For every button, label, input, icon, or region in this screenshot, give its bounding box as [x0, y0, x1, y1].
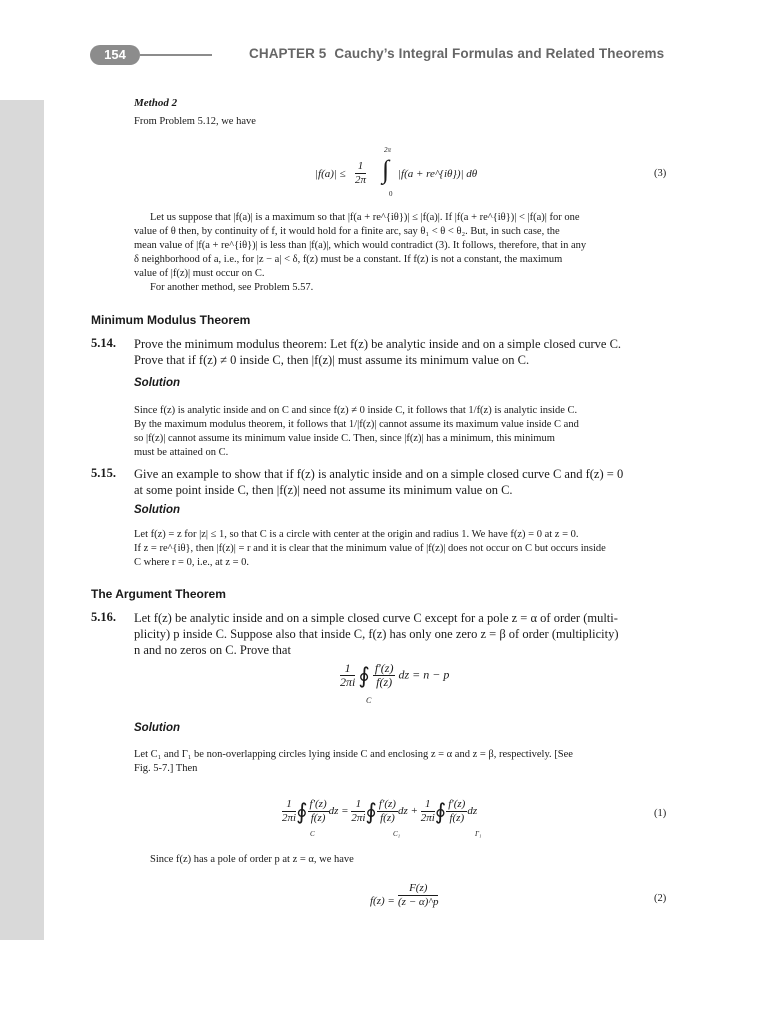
eq2-den: (z − α)^p [398, 896, 439, 908]
problem-5-16-number: 5.16. [91, 610, 116, 624]
problem-5-14-statement [134, 336, 668, 368]
arg-eq-frac-den: 2πi [340, 675, 356, 689]
eq1-contour-c: C [310, 830, 315, 838]
eq1-t3-frac-num: 1 [421, 798, 435, 812]
eq3-frac-den: 2π [355, 174, 367, 186]
eq1-contour-gamma1: Γ₁ [475, 830, 482, 838]
problem-5-16-line-1: Let f(z) be analytic inside and on a simple closed curve C except for a pole z = α of order (multi- [134, 611, 618, 625]
eq1-t1-oint: ∮ [296, 798, 308, 824]
eq1-t3-oint: ∮ [434, 798, 447, 824]
eq3-upper-limit: 2π [384, 146, 392, 154]
method2-para-line-2: value of θ then, by continuity of f, it would hold for a finite arc, say θ₁ < θ < θ₂. But, in such case, the [134, 226, 560, 237]
p516-sol-line-2: Fig. 5-7.] Then [134, 763, 198, 774]
argument-equation [340, 662, 449, 689]
eq1-t2-den: f(z) [380, 812, 395, 824]
page-number-badge: 154 [90, 45, 140, 65]
eq1-t3-frac-den: 2πi [420, 812, 435, 824]
eq1-t1-frac-den: 2πi [282, 812, 297, 824]
eq3-lhs: |f(a)| ≤ [315, 168, 346, 180]
p516-sol-line-1: Let C₁ and Γ₁ be non-overlapping circles lying inside C and enclosing z = α and z = β, respectively. [See [134, 749, 573, 760]
problem-5-16-line-2: plicity) p inside C. Suppose also that inside C, f(z) has only one zero z = β of order (multiplicity) [134, 627, 619, 641]
eq1-t2-num: f′(z) [378, 798, 396, 810]
problem-5-14-solution [134, 404, 668, 460]
p514-sol-line-3: so |f(z)| cannot assume its minimum value inside C. Then, since |f(z)| has a minimum, this minimum [134, 433, 555, 444]
p515-sol-line-3: C where r = 0, i.e., at z = 0. [134, 557, 250, 568]
problem-5-16-line-3: n and no zeros on C. Prove that [134, 643, 291, 657]
eq1-t3-den: f(z) [449, 812, 465, 824]
contour-integral-sign: ∮ [358, 662, 370, 688]
method2-intro: From Problem 5.12, we have [134, 116, 256, 127]
problem-5-14-number: 5.14. [91, 336, 116, 350]
eq1-t2-dz: dz [397, 805, 408, 818]
arg-eq-rest: dz = n − p [398, 667, 450, 682]
eq1-t3-dz: dz [467, 805, 478, 818]
problem-5-15-solution-label: Solution [134, 504, 180, 516]
problem-5-16-solution [134, 748, 668, 776]
method2-heading: Method 2 [134, 97, 178, 109]
method2-para-line-4: δ neighborhood of a, i.e., for |z − a| < δ, f(z) must be a constant. If f(z) is not a constant, the maximum [134, 254, 563, 265]
header-rule [140, 54, 212, 56]
eq3-lower-limit: 0 [389, 190, 393, 198]
problem-5-15-solution [134, 528, 668, 570]
eq3-integral-sign: ∫ [382, 155, 390, 184]
p515-sol-line-1: Let f(z) = z for |z| ≤ 1, so that C is a circle with center at the origin and radius 1. We have f(z) = 0 at z = 0. [134, 529, 579, 540]
eq1-t3-num: f′(z) [448, 798, 466, 810]
p515-sol-line-2: If z = re^{iθ}, then |f(z)| = r and it is clear that the minimum value of |f(z)| does not occur on C but occurs inside [134, 543, 606, 554]
chapter-title: Cauchy’s Integral Formulas and Related Theorems [334, 46, 665, 61]
method2-para-line-1: Let us suppose that |f(a)| is a maximum so that |f(a + re^{iθ})| ≤ |f(a)|. If |f(a + re^{iθ})| < |f(a)| for one [150, 212, 580, 223]
p516-sol-line-3: Since f(z) has a pole of order p at z = α, we have [150, 854, 354, 865]
eq2-fraction [398, 882, 438, 909]
method2-para-other: For another method, see Problem 5.57. [150, 282, 314, 293]
eq2-num: F(z) [398, 882, 438, 896]
p514-sol-line-1: Since f(z) is analytic inside and on C and since f(z) ≠ 0 inside C, it follows that 1/f(z) is analytic inside C. [134, 405, 578, 416]
method2-para-line-5: value of |f(z)| must occur on C. [134, 268, 265, 279]
page-margin-band [0, 100, 44, 940]
arg-eq-integrand-num: f′(z) [374, 661, 394, 675]
problem-5-15-number: 5.15. [91, 466, 116, 480]
problem-5-16-statement [134, 610, 668, 658]
problem-5-14-solution-label: Solution [134, 377, 180, 389]
eq1-number: (1) [654, 808, 667, 819]
eq1-t1-num: f′(z) [309, 798, 327, 810]
eq2-number: (2) [654, 893, 667, 904]
problem-5-16-solution-label: Solution [134, 722, 180, 734]
eq1 [282, 798, 477, 825]
eq1-plus: + [410, 805, 418, 818]
eq1-t1-frac-num: 1 [282, 798, 296, 812]
eq3-integrand: |f(a + re^{iθ})| dθ [398, 168, 478, 180]
problem-5-15-line-2: at some point inside C, then |f(z)| need not assume its minimum value on C. [134, 483, 513, 497]
method2-paragraph [134, 211, 668, 295]
eq1-t2-frac-den: 2πi [351, 812, 366, 824]
eq1-t2-frac-num: 1 [351, 798, 365, 812]
arg-eq-contour: C [366, 696, 372, 705]
problem-5-15-statement [134, 466, 668, 498]
problem-5-14-line-1: Prove the minimum modulus theorem: Let f(z) be analytic inside and on a simple closed curve C. [134, 337, 622, 351]
eq3-fraction [355, 160, 366, 187]
p514-sol-line-4: must be attained on C. [134, 447, 229, 458]
arg-eq-frac-num: 1 [340, 662, 355, 676]
eq3-number: (3) [654, 168, 667, 179]
eq2-lhs: f(z) = [370, 895, 395, 907]
method2-para-line-3: mean value of |f(a + re^{iθ})| is less than |f(a)|, which would contradict (3). It follows, therefore, that in any [134, 240, 587, 251]
eq1-equals: = [341, 805, 349, 818]
eq3-frac-num: 1 [355, 160, 366, 174]
eq1-t1-dz: dz [328, 805, 339, 818]
problem-5-15-line-1: Give an example to show that if f(z) is analytic inside and on a simple closed curve C and f(z) = 0 [134, 467, 624, 481]
arg-eq-integrand-den: f(z) [376, 675, 393, 689]
eq1-t2-oint: ∮ [365, 798, 377, 824]
eq1-t1-den: f(z) [310, 812, 326, 824]
chapter-label: CHAPTER 5 [249, 46, 327, 61]
section-argument-theorem: The Argument Theorem [91, 587, 226, 601]
p514-sol-line-2: By the maximum modulus theorem, it follows that 1/|f(z)| cannot assume its maximum value inside C and [134, 419, 579, 430]
problem-5-14-line-2: Prove that if f(z) ≠ 0 inside C, then |f(z)| must assume its minimum value on C. [134, 353, 530, 367]
running-header [249, 46, 664, 61]
section-minimum-modulus: Minimum Modulus Theorem [91, 313, 251, 327]
eq1-contour-c1: C₁ [393, 830, 401, 838]
